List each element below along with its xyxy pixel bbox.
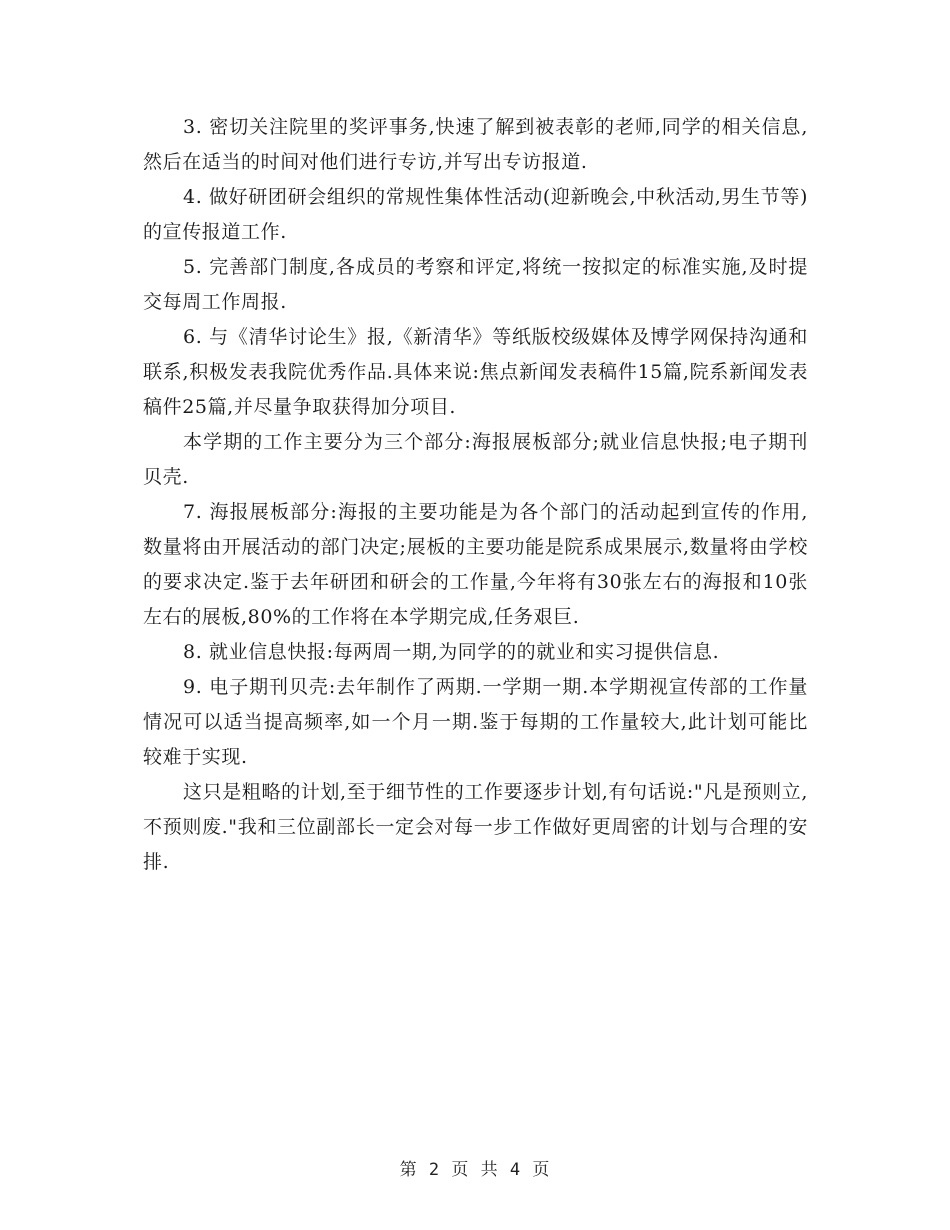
paragraph-item-7: 7. 海报展板部分:海报的主要功能是为各个部门的活动起到宣传的作用,数量将由开展活动的部门决定;展板的主要功能是院系成果展示,数量将由学校的要求决定.鉴于去年研团和研会的工作量,今年将有30张左右的海报和10张左右的展板,80%的工作将在本学期完成,任务艰巨. <box>143 501 808 628</box>
page-number-footer: 第 2 页 共 4 页 <box>399 1160 551 1180</box>
paragraph-item-5: 5. 完善部门制度,各成员的考察和评定,将统一按拟定的标准实施,及时提交每周工作周报. <box>143 256 808 313</box>
document-body <box>143 110 808 880</box>
paragraph-item-3: 3. 密切关注院里的奖评事务,快速了解到被表彰的老师,同学的相关信息,然后在适当的时间对他们进行专访,并写出专访报道. <box>143 116 808 173</box>
paragraph-item-4: 4. 做好研团研会组织的常规性集体性活动(迎新晚会,中秋活动,男生节等)的宣传报道工作. <box>143 186 808 243</box>
paragraph-item-9: 9. 电子期刊贝壳:去年制作了两期.一学期一期.本学期视宣传部的工作量情况可以适当提高频率,如一个月一期.鉴于每期的工作量较大,此计划可能比较难于实现. <box>143 676 808 768</box>
paragraph-semester-overview: 本学期的工作主要分为三个部分:海报展板部分;就业信息快报;电子期刊贝壳. <box>143 431 808 488</box>
paragraph-item-8: 8. 就业信息快报:每两周一期,为同学的的就业和实习提供信息. <box>183 641 720 663</box>
paragraph-item-6: 6. 与《清华讨论生》报,《新清华》等纸版校级媒体及博学网保持沟通和联系,积极发表我院优秀作品.具体来说:焦点新闻发表稿件15篇,院系新闻发表稿件25篇,并尽量争取获得加分项目. <box>143 326 808 418</box>
paragraph-closing: 这只是粗略的计划,至于细节性的工作要逐步计划,有句话说:"凡是预则立,不预则废."我和三位副部长一定会对每一步工作做好更周密的计划与合理的安排. <box>143 781 808 873</box>
